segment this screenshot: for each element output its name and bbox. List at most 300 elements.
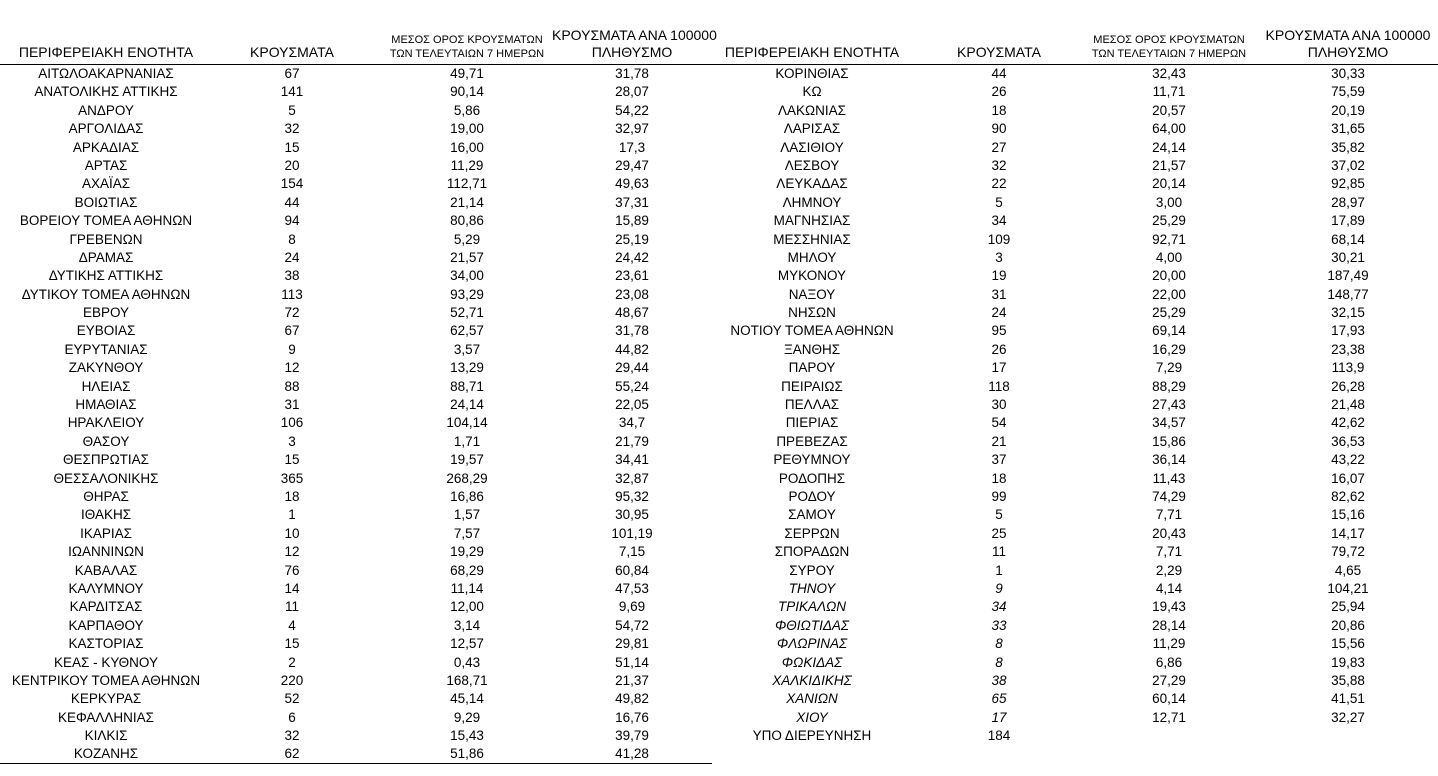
table-row xyxy=(712,139,1438,157)
per100k-cell: 54,72 xyxy=(615,617,649,633)
region-cell: ΑΡΚΑΔΙΑΣ xyxy=(72,139,140,155)
per100k-cell: 17,89 xyxy=(1331,213,1365,229)
table-row xyxy=(0,727,712,745)
per100k-cell: 104,21 xyxy=(1327,580,1369,596)
header-region: ΠΕΡΙΦΕΡΕΙΑΚΗ ΕΝΟΤΗΤΑ xyxy=(18,44,194,60)
avg7-cell: 4,00 xyxy=(1155,249,1183,265)
table-row xyxy=(712,102,1438,120)
table-row xyxy=(712,727,1438,745)
table-row xyxy=(0,690,712,708)
region-cell: ΒΟΙΩΤΙΑΣ xyxy=(74,194,138,210)
avg7-cell: 3,00 xyxy=(1155,194,1183,210)
header-avg7-line1: ΜΕΣΟΣ ΟΡΟΣ ΚΡΟΥΣΜΑΤΩΝ xyxy=(1093,34,1245,46)
table-row xyxy=(0,470,712,488)
avg7-cell: 11,43 xyxy=(1152,470,1186,486)
cases-cell: 88 xyxy=(284,378,300,394)
table-row xyxy=(0,617,712,635)
cases-cell: 27 xyxy=(991,139,1007,155)
region-cell: ΠΡΕΒΕΖΑΣ xyxy=(776,433,848,449)
avg7-cell: 25,29 xyxy=(1152,305,1186,321)
cases-cell: 365 xyxy=(280,470,304,486)
per100k-cell: 41,51 xyxy=(1331,691,1365,707)
per100k-cell: 68,14 xyxy=(1331,231,1365,247)
table-row xyxy=(0,175,712,193)
avg7-cell: 1,71 xyxy=(453,433,481,449)
region-cell: ΚΑΒΑΛΑΣ xyxy=(74,562,138,578)
cases-cell: 38 xyxy=(284,268,300,284)
table-row xyxy=(712,433,1438,451)
table-row xyxy=(0,322,712,340)
per100k-cell: 14,17 xyxy=(1331,525,1365,541)
per100k-cell: 48,67 xyxy=(615,305,649,321)
region-cell: ΕΒΡΟΥ xyxy=(82,305,130,321)
table-row xyxy=(0,488,712,506)
per100k-cell: 113,9 xyxy=(1331,360,1365,376)
per100k-cell: 26,28 xyxy=(1331,378,1365,394)
avg7-cell: 45,14 xyxy=(450,691,484,707)
table-row xyxy=(712,378,1438,396)
cases-cell: 5 xyxy=(995,507,1003,523)
per100k-cell: 31,65 xyxy=(1331,121,1365,137)
per100k-cell: 17,3 xyxy=(618,139,646,155)
per100k-cell: 35,82 xyxy=(1331,139,1365,155)
avg7-cell: 19,00 xyxy=(450,121,484,137)
region-cell: ΗΜΑΘΙΑΣ xyxy=(75,397,137,413)
region-cell: ΚΑΣΤΟΡΙΑΣ xyxy=(68,636,144,652)
region-cell: ΜΥΚΟΝΟΥ xyxy=(777,268,847,284)
per100k-cell: 16,76 xyxy=(615,709,649,725)
region-cell: ΦΩΚΙΔΑΣ xyxy=(781,654,843,670)
cases-cell: 44 xyxy=(991,66,1007,81)
region-cell: ΚΑΛΥΜΝΟΥ xyxy=(68,580,144,596)
table-row xyxy=(712,451,1438,469)
per100k-cell: 101,19 xyxy=(611,525,653,541)
cases-cell: 20 xyxy=(284,157,300,173)
cases-cell: 12 xyxy=(284,360,300,376)
per100k-cell: 54,22 xyxy=(615,102,649,118)
per100k-cell: 24,42 xyxy=(615,249,649,265)
avg7-cell: 28,14 xyxy=(1152,617,1186,633)
per100k-cell: 92,85 xyxy=(1331,176,1365,192)
region-cell: ΡΟΔΟΠΗΣ xyxy=(778,470,846,486)
per100k-cell: 35,88 xyxy=(1331,672,1365,688)
per100k-cell: 21,79 xyxy=(615,433,649,449)
avg7-cell: 19,57 xyxy=(450,452,484,468)
region-cell: ΒΟΡΕΙΟΥ ΤΟΜΕΑ ΑΘΗΝΩΝ xyxy=(19,213,193,229)
per100k-cell: 4,65 xyxy=(1334,562,1362,578)
avg7-cell: 104,14 xyxy=(446,415,488,431)
table-row xyxy=(712,249,1438,267)
cases-cell: 8 xyxy=(995,636,1003,652)
region-cell: ΚΕΝΤΡΙΚΟΥ ΤΟΜΕΑ ΑΘΗΝΩΝ xyxy=(11,672,201,688)
region-cell: ΘΗΡΑΣ xyxy=(83,488,129,504)
cases-cell: 220 xyxy=(280,672,304,688)
table-row xyxy=(0,120,712,138)
table-row xyxy=(0,102,712,120)
header-avg7-line1: ΜΕΣΟΣ ΟΡΟΣ ΚΡΟΥΣΜΑΤΩΝ xyxy=(391,34,543,46)
cases-cell: 3 xyxy=(288,433,296,449)
header-cases: ΚΡΟΥΣΜΑΤΑ xyxy=(957,44,1041,60)
cases-cell: 8 xyxy=(995,654,1003,670)
per100k-cell: 22,05 xyxy=(615,397,649,413)
cases-cell: 24 xyxy=(991,305,1007,321)
avg7-cell: 27,29 xyxy=(1152,672,1186,688)
table-row xyxy=(0,451,712,469)
header-avg7 xyxy=(372,33,562,61)
region-cell: ΠΕΙΡΑΙΩΣ xyxy=(781,378,843,394)
avg7-cell: 16,29 xyxy=(1152,341,1186,357)
table-row xyxy=(712,598,1438,616)
per100k-cell: 28,97 xyxy=(1331,194,1365,210)
table-row xyxy=(712,267,1438,285)
cases-cell: 24 xyxy=(284,249,300,265)
cases-cell: 6 xyxy=(288,709,296,725)
header-per100k-line2: ΠΛΗΘΥΣΜΟ xyxy=(591,44,673,60)
cases-cell: 11 xyxy=(991,544,1006,560)
region-cell: ΙΚΑΡΙΑΣ xyxy=(80,525,132,541)
per100k-cell: 23,08 xyxy=(615,286,649,302)
avg7-cell: 69,14 xyxy=(1152,323,1186,339)
table-row xyxy=(0,433,712,451)
header-cases: ΚΡΟΥΣΜΑΤΑ xyxy=(250,44,334,60)
table-row xyxy=(0,341,712,359)
avg7-cell: 64,00 xyxy=(1152,121,1186,137)
cases-cell: 37 xyxy=(991,452,1007,468)
region-cell: ΘΑΣΟΥ xyxy=(82,433,130,449)
region-cell: ΛΑΡΙΣΑΣ xyxy=(783,121,841,137)
table-row xyxy=(0,304,712,322)
region-cell: ΧΙΟΥ xyxy=(796,709,828,725)
cases-cell: 141 xyxy=(280,84,304,100)
avg7-cell: 93,29 xyxy=(450,286,484,302)
cases-cell: 4 xyxy=(288,617,296,633)
table-row xyxy=(0,709,712,727)
avg7-cell: 20,43 xyxy=(1152,525,1186,541)
region-cell: ΚΕΑΣ - ΚΥΘΝΟΥ xyxy=(54,654,158,670)
cases-cell: 72 xyxy=(284,305,300,321)
cases-cell: 1 xyxy=(288,507,296,523)
table-row xyxy=(0,543,712,561)
per100k-cell: 95,32 xyxy=(615,488,649,504)
per100k-cell: 49,63 xyxy=(615,176,649,192)
avg7-cell: 3,57 xyxy=(453,341,481,357)
per100k-cell: 29,47 xyxy=(615,157,649,173)
cases-cell: 1 xyxy=(995,562,1003,578)
per100k-cell: 49,82 xyxy=(615,691,649,707)
region-cell: ΚΕΦΑΛΛΗΝΙΑΣ xyxy=(57,709,155,725)
table-row xyxy=(712,617,1438,635)
region-cell: ΜΗΛΟΥ xyxy=(787,249,837,265)
cases-cell: 106 xyxy=(280,415,304,431)
table-row xyxy=(0,83,712,101)
region-cell: ΣΠΟΡΑΔΩΝ xyxy=(774,544,850,560)
region-cell: ΦΘΙΩΤΙΔΑΣ xyxy=(775,617,849,633)
table-row xyxy=(712,506,1438,524)
per100k-cell: 31,78 xyxy=(615,66,649,81)
cases-cell: 5 xyxy=(995,194,1003,210)
table-row xyxy=(712,120,1438,138)
table-row xyxy=(712,709,1438,727)
avg7-cell: 24,14 xyxy=(450,397,484,413)
cases-cell: 21 xyxy=(991,433,1007,449)
avg7-cell: 19,29 xyxy=(450,544,484,560)
region-cell: ΖΑΚΥΝΘΟΥ xyxy=(68,360,144,376)
avg7-cell: 92,71 xyxy=(1152,231,1186,247)
cases-cell: 184 xyxy=(987,728,1011,744)
per100k-cell: 34,41 xyxy=(615,452,649,468)
table-row xyxy=(0,157,712,175)
avg7-cell: 7,71 xyxy=(1155,507,1183,523)
per100k-cell: 51,14 xyxy=(615,654,649,670)
region-cell: ΛΕΣΒΟΥ xyxy=(784,157,840,173)
region-cell: ΤΡΙΚΑΛΩΝ xyxy=(777,599,847,615)
table-row xyxy=(712,304,1438,322)
header-region: ΠΕΡΙΦΕΡΕΙΑΚΗ ΕΝΟΤΗΤΑ xyxy=(724,44,900,60)
avg7-cell: 11,29 xyxy=(450,157,484,173)
cases-cell: 30 xyxy=(991,397,1007,413)
per100k-cell: 30,21 xyxy=(1331,249,1365,265)
per100k-cell: 20,86 xyxy=(1331,617,1365,633)
table-row xyxy=(0,139,712,157)
per100k-cell: 21,48 xyxy=(1331,397,1365,413)
cases-cell: 62 xyxy=(284,746,300,762)
region-cell: ΛΑΣΙΘΙΟΥ xyxy=(780,139,844,155)
region-cell: ΠΕΛΛΑΣ xyxy=(784,397,840,413)
avg7-cell: 3,14 xyxy=(453,617,481,633)
cases-cell: 15 xyxy=(284,636,300,652)
table-row xyxy=(712,157,1438,175)
avg7-cell: 13,29 xyxy=(450,360,484,376)
avg7-cell: 12,57 xyxy=(450,636,484,652)
cases-cell: 38 xyxy=(991,672,1007,688)
table-row xyxy=(0,249,712,267)
cases-cell: 10 xyxy=(284,525,300,541)
table-row xyxy=(712,470,1438,488)
cases-cell: 109 xyxy=(987,231,1011,247)
region-cell: ΥΠΟ ΔΙΕΡΕΥΝΗΣΗ xyxy=(752,728,872,744)
avg7-cell: 22,00 xyxy=(1152,286,1186,302)
per100k-cell: 28,07 xyxy=(615,84,649,100)
cases-cell: 12 xyxy=(284,544,300,560)
region-cell: ΑΧΑΪΑΣ xyxy=(81,176,131,192)
per100k-cell: 79,72 xyxy=(1331,544,1365,560)
cases-cell: 54 xyxy=(991,415,1007,431)
per100k-cell: 15,16 xyxy=(1331,507,1365,523)
table-row xyxy=(712,525,1438,543)
cases-cell: 95 xyxy=(991,323,1007,339)
avg7-cell: 62,57 xyxy=(450,323,484,339)
avg7-cell: 80,86 xyxy=(450,213,484,229)
cases-cell: 33 xyxy=(991,617,1007,633)
avg7-cell: 7,57 xyxy=(453,525,481,541)
avg7-cell: 21,57 xyxy=(1152,157,1186,173)
avg7-cell: 21,57 xyxy=(450,249,484,265)
region-cell: ΗΡΑΚΛΕΙΟΥ xyxy=(67,415,145,431)
avg7-cell: 21,14 xyxy=(450,194,484,210)
avg7-cell: 68,29 xyxy=(450,562,484,578)
per100k-cell: 42,62 xyxy=(1331,415,1365,431)
avg7-cell: 11,29 xyxy=(1152,636,1186,652)
cases-cell: 9 xyxy=(288,341,296,357)
table-row xyxy=(0,286,712,304)
region-cell: ΘΕΣΣΑΛΟΝΙΚΗΣ xyxy=(53,470,159,486)
per100k-cell: 187,49 xyxy=(1327,268,1369,284)
region-cell: ΝΟΤΙΟΥ ΤΟΜΕΑ ΑΘΗΝΩΝ xyxy=(730,323,894,339)
cases-cell: 67 xyxy=(284,66,300,81)
per100k-cell: 41,28 xyxy=(615,746,649,762)
cases-cell: 32 xyxy=(991,157,1007,173)
per100k-cell: 55,24 xyxy=(615,378,649,394)
avg7-cell: 0,43 xyxy=(453,654,481,670)
per100k-cell: 7,15 xyxy=(618,544,646,560)
table-row xyxy=(0,396,712,414)
table-row xyxy=(712,488,1438,506)
region-cell: ΚΩ xyxy=(802,84,822,100)
per100k-cell: 32,87 xyxy=(615,470,649,486)
cases-cell: 34 xyxy=(991,599,1007,615)
region-cell: ΛΕΥΚΑΔΑΣ xyxy=(776,176,848,192)
cases-cell: 65 xyxy=(991,691,1007,707)
cases-cell: 15 xyxy=(284,139,300,155)
region-cell: ΑΡΤΑΣ xyxy=(84,157,128,173)
region-cell: ΜΕΣΣΗΝΙΑΣ xyxy=(773,231,851,247)
region-cell: ΚΑΡΠΑΘΟΥ xyxy=(68,617,144,633)
table-row xyxy=(0,378,712,396)
per100k-cell: 29,44 xyxy=(615,360,649,376)
avg7-cell: 16,00 xyxy=(450,139,484,155)
table-row xyxy=(712,543,1438,561)
cases-cell: 17 xyxy=(991,360,1007,376)
region-cell: ΙΩΑΝΝΙΝΩΝ xyxy=(68,544,144,560)
avg7-cell: 268,29 xyxy=(446,470,488,486)
avg7-cell: 1,57 xyxy=(453,507,481,523)
table-row xyxy=(0,65,712,83)
table-row xyxy=(0,359,712,377)
table-row xyxy=(712,322,1438,340)
avg7-cell: 11,71 xyxy=(1152,84,1186,100)
table-row xyxy=(0,267,712,285)
left-header-row xyxy=(0,0,717,65)
region-cell: ΝΗΣΩΝ xyxy=(788,305,836,321)
table-row xyxy=(0,231,712,249)
cases-cell: 52 xyxy=(284,691,300,707)
table-row xyxy=(712,635,1438,653)
avg7-cell: 7,29 xyxy=(1155,360,1183,376)
table-row xyxy=(0,635,712,653)
per100k-cell: 30,95 xyxy=(615,507,649,523)
per100k-cell: 23,61 xyxy=(615,268,649,284)
avg7-cell: 34,00 xyxy=(450,268,484,284)
header-per100k-line1: ΚΡΟΥΣΜΑΤΑ ΑΝΑ 100000 xyxy=(1265,27,1431,43)
cases-cell: 15 xyxy=(284,452,300,468)
cases-cell: 76 xyxy=(284,562,300,578)
avg7-cell: 4,14 xyxy=(1155,580,1183,596)
right-rows xyxy=(712,65,1438,745)
cases-cell: 31 xyxy=(991,286,1007,302)
per100k-cell: 82,62 xyxy=(1331,488,1365,504)
cases-cell: 19 xyxy=(991,268,1007,284)
avg7-cell: 12,00 xyxy=(450,599,484,615)
left-rows xyxy=(0,65,712,764)
region-cell: ΑΙΤΩΛΟΑΚΑΡΝΑΝΙΑΣ xyxy=(38,66,174,81)
right-header-row xyxy=(712,0,1438,65)
avg7-cell: 16,86 xyxy=(450,488,484,504)
region-cell: ΚΑΡΔΙΤΣΑΣ xyxy=(69,599,143,615)
per100k-cell: 16,07 xyxy=(1331,470,1365,486)
per100k-cell: 15,89 xyxy=(615,213,649,229)
cases-cell: 26 xyxy=(991,84,1007,100)
region-cell: ΣΑΜΟΥ xyxy=(788,507,836,523)
avg7-cell: 20,57 xyxy=(1152,102,1186,118)
cases-cell: 118 xyxy=(988,378,1010,394)
region-cell: ΙΘΑΚΗΣ xyxy=(80,507,132,523)
per100k-cell: 25,94 xyxy=(1331,599,1365,615)
cases-cell: 99 xyxy=(991,488,1007,504)
header-per100k xyxy=(1260,27,1436,61)
per100k-cell: 15,56 xyxy=(1331,636,1365,652)
table-row xyxy=(712,396,1438,414)
per100k-cell: 36,53 xyxy=(1331,433,1365,449)
table-row xyxy=(712,672,1438,690)
cases-cell: 26 xyxy=(991,341,1007,357)
region-cell: ΚΟΖΑΝΗΣ xyxy=(73,746,139,762)
avg7-cell: 34,57 xyxy=(1152,415,1186,431)
avg7-cell: 15,86 xyxy=(1152,433,1186,449)
table-row xyxy=(0,672,712,690)
table-row xyxy=(0,598,712,616)
table-row xyxy=(712,359,1438,377)
region-cell: ΚΟΡΙΝΘΙΑΣ xyxy=(775,66,849,81)
avg7-cell: 24,14 xyxy=(1152,139,1186,155)
header-per100k xyxy=(552,27,717,61)
region-cell: ΤΗΝΟΥ xyxy=(788,580,836,596)
header-per100k-line1: ΚΡΟΥΣΜΑΤΑ ΑΝΑ 100000 xyxy=(552,27,717,43)
avg7-cell: 36,14 xyxy=(1152,452,1186,468)
cases-cell: 67 xyxy=(284,323,300,339)
table-row xyxy=(712,654,1438,672)
cases-cell: 31 xyxy=(284,397,300,413)
table-row xyxy=(0,525,712,543)
per100k-cell: 37,02 xyxy=(1331,157,1365,173)
avg7-cell: 32,43 xyxy=(1152,66,1186,81)
region-cell: ΠΑΡΟΥ xyxy=(788,360,836,376)
per100k-cell: 25,19 xyxy=(615,231,649,247)
table-bottom-border xyxy=(0,763,712,764)
region-cell: ΧΑΛΚΙΔΙΚΗΣ xyxy=(772,672,852,688)
table-row xyxy=(712,212,1438,230)
region-cell: ΕΥΒΟΙΑΣ xyxy=(76,323,136,339)
cases-cell: 25 xyxy=(991,525,1007,541)
per100k-cell: 31,78 xyxy=(615,323,649,339)
per100k-cell: 44,82 xyxy=(615,341,649,357)
avg7-cell: 11,14 xyxy=(450,580,484,596)
avg7-cell: 6,86 xyxy=(1155,654,1183,670)
per100k-cell: 43,22 xyxy=(1331,452,1365,468)
per100k-cell: 75,59 xyxy=(1331,84,1365,100)
region-cell: ΦΛΩΡΙΝΑΣ xyxy=(776,636,848,652)
per100k-cell: 148,77 xyxy=(1327,286,1369,302)
region-cell: ΕΥΡΥΤΑΝΙΑΣ xyxy=(64,341,148,357)
avg7-cell: 88,71 xyxy=(450,378,484,394)
region-cell: ΓΡΕΒΕΝΩΝ xyxy=(69,231,143,247)
table-row xyxy=(0,194,712,212)
table-row xyxy=(712,414,1438,432)
cases-cell: 44 xyxy=(284,194,300,210)
cases-cell: 34 xyxy=(991,213,1007,229)
table-row xyxy=(0,506,712,524)
avg7-cell: 7,71 xyxy=(1155,544,1183,560)
avg7-cell: 74,29 xyxy=(1152,488,1186,504)
